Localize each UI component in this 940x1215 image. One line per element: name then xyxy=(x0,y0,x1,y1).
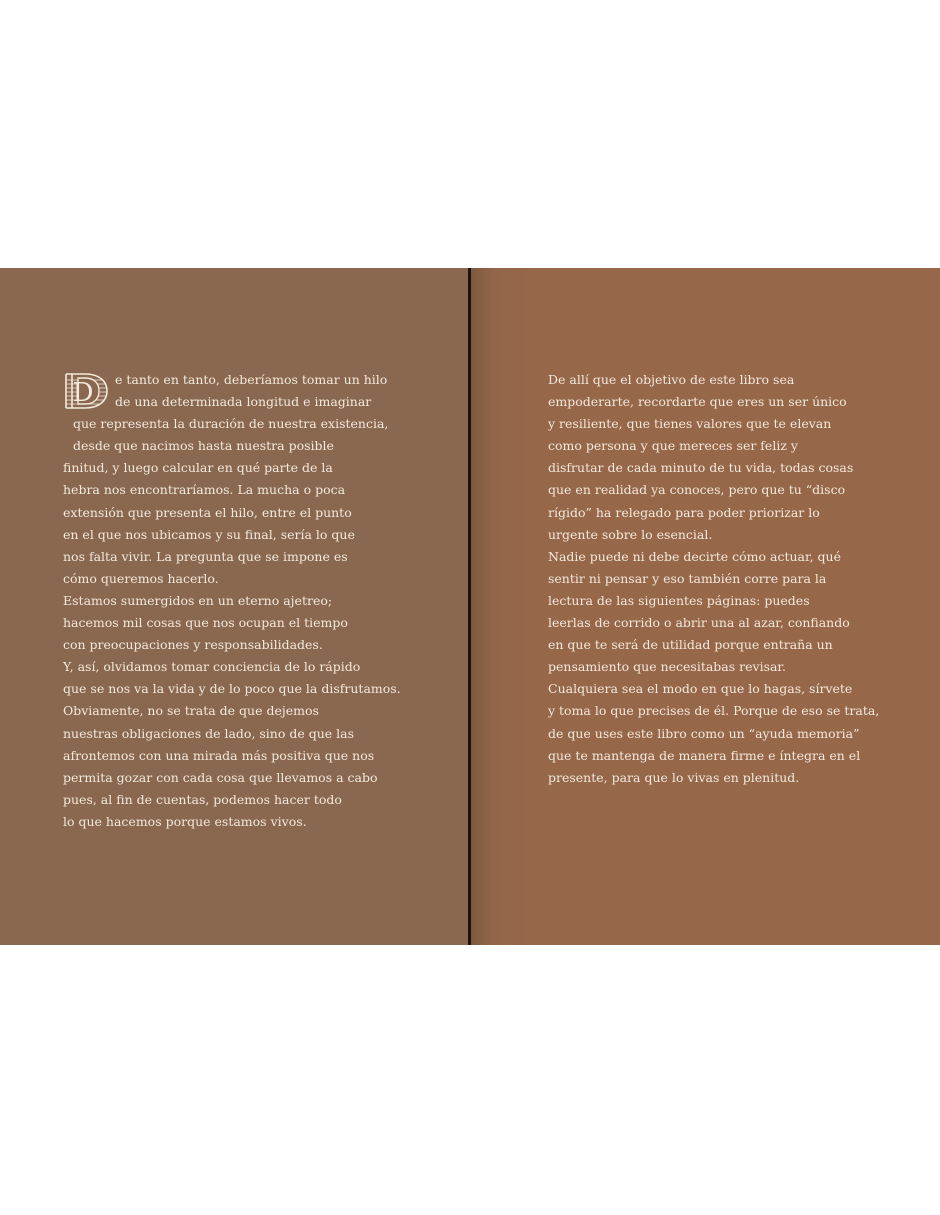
text-line: que en realidad ya conoces, pero que tu “disco xyxy=(548,482,846,498)
text-line: en el que nos ubicamos y su final, sería lo que xyxy=(63,526,355,542)
text-line: que te mantenga de manera firme e íntegra en el xyxy=(548,747,861,763)
text-line: disfrutar de cada minuto de tu vida, todas cosas xyxy=(548,460,854,476)
text-line: que se nos va la vida y de lo poco que la disfrutamos. xyxy=(63,681,401,697)
text-line: lo que hacemos porque estamos vivos. xyxy=(63,813,307,829)
text-line: hebra nos encontraríamos. La mucha o poca xyxy=(63,482,346,498)
dropcap-d-ornament xyxy=(63,372,109,410)
text-line: como persona y que mereces ser feliz y xyxy=(548,438,798,454)
text-line: que representa la duración de nuestra existencia, xyxy=(73,416,389,432)
text-line: De allí que el objetivo de este libro sea xyxy=(548,372,795,387)
right-page xyxy=(471,268,940,945)
left-page-text xyxy=(63,369,408,833)
text-line: Cualquiera sea el modo en que lo hagas, sírvete xyxy=(548,681,853,697)
text-line: pues, al fin de cuentas, podemos hacer todo xyxy=(63,791,342,807)
text-line: extensión que presenta el hilo, entre el punto xyxy=(63,504,352,520)
book-spread xyxy=(0,268,940,945)
dropcap-paragraph xyxy=(63,369,408,413)
text-line: finitud, y luego calcular en qué parte de la xyxy=(63,460,333,476)
text-line: Y, así, olvidamos tomar conciencia de lo rápido xyxy=(63,659,361,675)
text-line: Nadie puede ni debe decirte cómo actuar, qué xyxy=(548,548,841,564)
text-line: Obviamente, no se trata de que dejemos xyxy=(63,703,319,719)
text-line: pensamiento que necesitabas revisar. xyxy=(548,659,787,675)
right-page-text xyxy=(548,369,878,789)
text-line: en que te será de utilidad porque entraña un xyxy=(548,637,833,653)
text-line: empoderarte, recordarte que eres un ser único xyxy=(548,394,847,410)
text-line: sentir ni pensar y eso también corre para la xyxy=(548,570,827,586)
text-line: desde que nacimos hasta nuestra posible xyxy=(73,438,334,454)
text-line: permita gozar con cada cosa que llevamos a cabo xyxy=(63,769,378,785)
text-line: y toma lo que precises de él. Porque de eso se trata, xyxy=(548,703,880,719)
left-page xyxy=(0,268,468,945)
text-line: leerlas de corrido o abrir una al azar, confiando xyxy=(548,615,850,631)
text-line: de que uses este libro como un “ayuda memoria” xyxy=(548,725,860,741)
text-line: rígido” ha relegado para poder priorizar lo xyxy=(548,504,820,520)
text-line: Estamos sumergidos en un eterno ajetreo; xyxy=(63,592,333,608)
text-line: cómo queremos hacerlo. xyxy=(63,570,219,586)
text-line: de una determinada longitud e imaginar xyxy=(115,394,372,410)
dropcap-letter: D xyxy=(72,378,94,408)
text-line: lectura de las siguientes páginas: puedes xyxy=(548,592,810,608)
text-line: con preocupaciones y responsabilidades. xyxy=(63,637,323,653)
text-line: nuestras obligaciones de lado, sino de que las xyxy=(63,725,355,741)
text-line: y resiliente, que tienes valores que te elevan xyxy=(548,416,832,432)
text-line: afrontemos con una mirada más positiva que nos xyxy=(63,747,375,763)
text-line: urgente sobre lo esencial. xyxy=(548,526,713,542)
text-line: nos falta vivir. La pregunta que se impone es xyxy=(63,548,348,564)
text-line: hacemos mil cosas que nos ocupan el tiempo xyxy=(63,615,348,631)
text-line: presente, para que lo vivas en plenitud. xyxy=(548,769,800,785)
text-line: e tanto en tanto, deberíamos tomar un hilo xyxy=(115,372,388,387)
